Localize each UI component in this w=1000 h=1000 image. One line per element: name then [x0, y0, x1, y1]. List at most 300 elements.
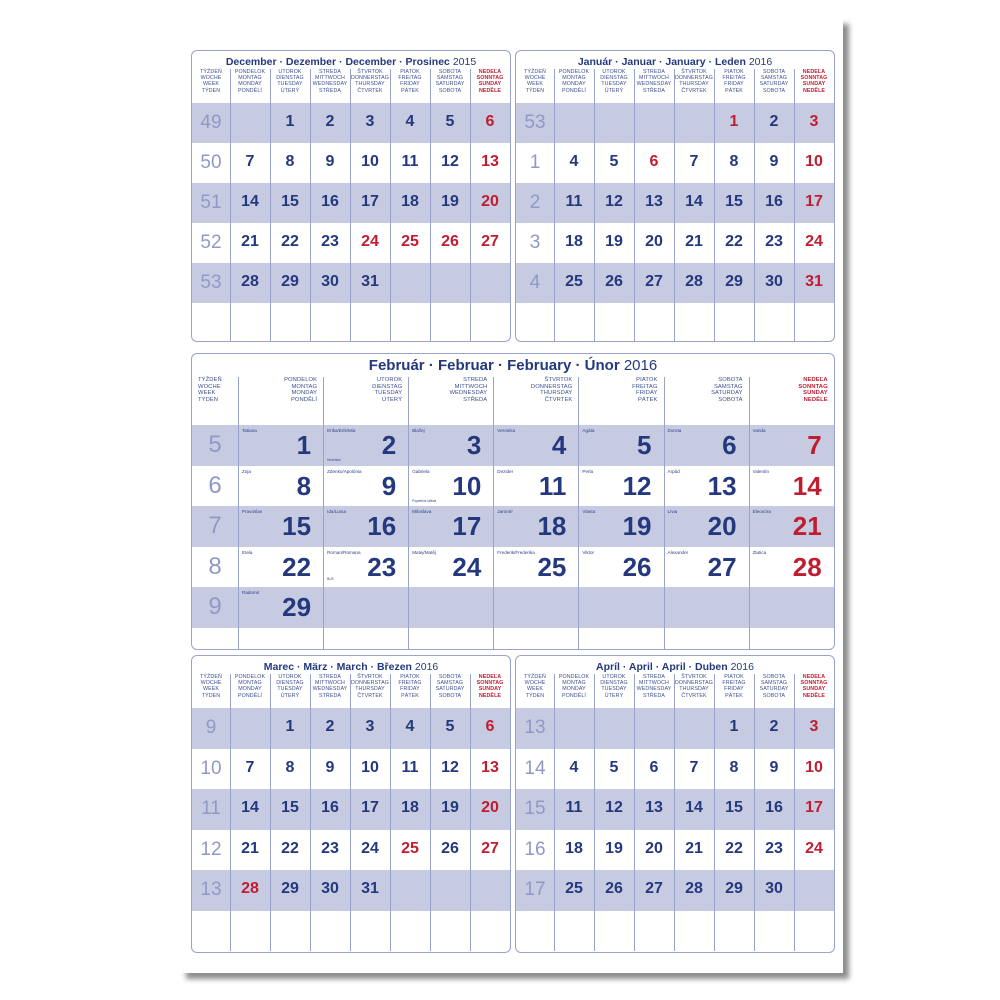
week-number: 13	[524, 717, 546, 739]
day-number: 18	[401, 799, 419, 817]
week-row	[192, 587, 834, 628]
day-number: 30	[321, 880, 339, 898]
day-number: 26	[622, 551, 652, 582]
month-title: Apríl · April · April · Duben 2016	[596, 661, 754, 673]
day-number: 5	[445, 113, 455, 130]
nameday-label: Zlatica	[752, 549, 767, 555]
day-number: 8	[285, 153, 295, 170]
day-number: 28	[685, 880, 703, 898]
grid-line	[390, 674, 391, 951]
day-header: STREDA MITTWOCH WEDNESDAY STŘEDA	[636, 674, 672, 699]
day-number: 25	[565, 880, 583, 898]
day-number: 12	[622, 470, 652, 501]
month-panel-january	[515, 50, 835, 342]
day-number: 30	[765, 273, 783, 290]
day-number: 2	[381, 430, 397, 461]
nameday-label: Lívia	[667, 509, 678, 514]
week-number: 53	[524, 112, 546, 133]
day-number: 9	[769, 153, 779, 170]
day-number: 13	[645, 799, 663, 817]
week-number: 2	[529, 192, 541, 213]
day-number: 7	[245, 758, 255, 776]
week-row	[516, 749, 834, 790]
day-header: NEDEĽA SONNTAG SUNDAY NEDĚLE	[800, 674, 828, 699]
nameday-label: Zdenko/Apolónia	[327, 468, 362, 474]
day-header: PIATOK FREITAG FRIDAY PÁTEK	[722, 674, 746, 699]
day-number: 26	[441, 233, 459, 250]
day-number: 23	[321, 233, 339, 250]
grid-line	[674, 69, 675, 342]
week-row	[192, 870, 510, 911]
day-header: SOBOTA SAMSTAG SATURDAY SOBOTA	[435, 674, 465, 699]
day-header: NEDEĽA SONNTAG SUNDAY NEDĚLE	[798, 377, 828, 403]
day-number: 16	[765, 799, 783, 817]
day-number: 13	[707, 470, 737, 501]
grid-line	[754, 674, 755, 951]
week-row	[516, 103, 834, 143]
grid-line	[594, 674, 595, 951]
day-number: 27	[645, 273, 663, 290]
grid-line	[794, 69, 795, 342]
note-label: Popeleční středa	[412, 498, 437, 503]
day-number: 11	[565, 193, 583, 210]
week-row	[516, 708, 834, 749]
month-panel-march	[191, 655, 511, 953]
week-number: 9	[205, 717, 217, 739]
day-number: 2	[769, 718, 779, 736]
week-row	[192, 547, 834, 588]
day-number: 10	[805, 758, 823, 776]
day-number: 9	[381, 470, 397, 501]
day-number: 11	[565, 799, 583, 817]
day-number: 17	[361, 193, 379, 210]
day-number: 3	[365, 113, 375, 130]
day-number: 24	[805, 839, 823, 857]
week-row	[192, 466, 834, 507]
month-title: Marec · März · March · Březen 2016	[263, 661, 439, 673]
day-number: 14	[241, 193, 259, 210]
day-number: 15	[725, 193, 743, 210]
grid-line	[470, 69, 471, 342]
week-row	[516, 183, 834, 223]
day-number: 10	[361, 153, 379, 170]
day-number: 1	[285, 718, 295, 736]
week-row	[192, 830, 510, 871]
day-header: PONDELOK MONTAG MONDAY PONDĚLÍ	[234, 674, 266, 699]
week-number: 50	[200, 152, 222, 173]
grid-line	[270, 69, 271, 342]
week-row	[192, 103, 510, 143]
grid-line	[794, 674, 795, 951]
day-number: 6	[722, 430, 737, 461]
week-row	[192, 628, 834, 651]
nameday-label: Dezider	[497, 468, 514, 474]
day-number: 4	[405, 113, 415, 130]
day-number: 8	[285, 758, 295, 776]
nameday-label: Dorota	[667, 428, 682, 433]
day-number: 2	[325, 718, 335, 736]
day-number: 22	[725, 233, 743, 250]
day-number: 5	[637, 430, 652, 461]
day-number: 1	[729, 113, 739, 130]
day-number: 18	[565, 233, 583, 250]
day-number: 11	[538, 470, 567, 501]
day-number: 30	[321, 273, 339, 290]
day-header: TÝŽDEŇ WOCHE WEEK TÝDEN	[524, 69, 546, 94]
grid-line	[408, 377, 409, 650]
week-row	[516, 789, 834, 830]
nameday-label: Valentín	[752, 468, 770, 474]
day-number: 17	[805, 193, 823, 210]
day-number: 13	[481, 153, 499, 170]
day-number: 9	[325, 153, 335, 170]
day-number: 29	[281, 273, 299, 290]
day-header: STREDA MITTWOCH WEDNESDAY STŘEDA	[312, 674, 348, 699]
nameday-label: Agáta	[582, 428, 595, 433]
grid-line	[749, 377, 750, 650]
week-rows	[192, 708, 510, 951]
day-number: 7	[245, 153, 255, 170]
day-number: 28	[685, 273, 703, 290]
nameday-label: Gabriela	[412, 468, 430, 474]
week-number: 6	[208, 471, 222, 499]
nameday-label: Etela	[242, 549, 253, 555]
day-header: UTOROK DIENSTAG TUESDAY ÚTERÝ	[600, 674, 628, 699]
day-header: TÝŽDEŇ WOCHE WEEK TÝDEN	[200, 69, 222, 94]
nameday-label: Erika/Erik/Mia	[327, 428, 356, 433]
day-number: 19	[441, 193, 459, 210]
day-number: 21	[241, 233, 259, 250]
day-number: 20	[707, 511, 737, 542]
day-number: 8	[729, 758, 739, 776]
grid-line	[554, 69, 555, 342]
week-number: 14	[524, 757, 546, 779]
day-number: 24	[361, 233, 379, 250]
nameday-label: Roman/Romana	[327, 549, 361, 555]
day-header: TÝŽDEŇ WOCHE WEEK TÝDEN	[524, 674, 546, 699]
week-number: 1	[529, 152, 541, 173]
nameday-label: Tatiana	[242, 428, 257, 433]
week-row	[192, 911, 510, 952]
grid-line	[634, 674, 635, 951]
day-number: 23	[765, 839, 783, 857]
week-number: 52	[200, 232, 222, 253]
day-number: 30	[765, 880, 783, 898]
week-number: 13	[200, 879, 222, 901]
day-number: 22	[725, 839, 743, 857]
day-number: 12	[605, 193, 623, 210]
day-header: PIATOK FREITAG FRIDAY PÁTEK	[632, 377, 658, 403]
day-header: STREDA MITTWOCH WEDNESDAY STŘEDA	[449, 377, 488, 403]
grid-line	[310, 69, 311, 342]
note-label: Hromnice	[327, 458, 341, 462]
day-number: 19	[605, 839, 623, 857]
day-number: 8	[729, 153, 739, 170]
week-rows	[516, 708, 834, 951]
day-number: 24	[805, 233, 823, 250]
day-header: PIATOK FREITAG FRIDAY PÁTEK	[398, 69, 422, 94]
day-header: ŠTVRTOK DONNERSTAG THURSDAY ČTVRTEK	[675, 69, 713, 94]
week-row	[516, 911, 834, 952]
grid-line	[714, 69, 715, 342]
nameday-label: Pravoslav	[242, 509, 263, 514]
day-number: 25	[537, 551, 567, 582]
day-header-row	[192, 674, 510, 706]
day-number: 3	[365, 718, 375, 736]
week-row	[516, 143, 834, 183]
day-number: 20	[481, 799, 499, 817]
week-row	[192, 749, 510, 790]
day-number: 29	[725, 880, 743, 898]
grid-line	[674, 674, 675, 951]
week-row	[192, 263, 510, 303]
day-number: 5	[609, 153, 619, 170]
day-number: 31	[361, 273, 379, 290]
day-number: 29	[281, 880, 299, 898]
day-number: 1	[729, 718, 739, 736]
grid-line	[350, 674, 351, 951]
nameday-label: Vlasta	[582, 509, 596, 514]
day-header: NEDEĽA SONNTAG SUNDAY NEDĚLE	[476, 69, 504, 94]
grid-line	[323, 377, 324, 650]
day-number: 27	[707, 551, 737, 582]
week-number: 5	[208, 431, 222, 459]
week-row	[192, 223, 510, 263]
day-header: PONDELOK MONTAG MONDAY PONDĚLÍ	[234, 69, 266, 94]
nameday-label: Vanda	[752, 428, 766, 433]
week-row	[516, 830, 834, 871]
grid-line	[578, 377, 579, 650]
day-number: 7	[807, 430, 822, 461]
day-number: 14	[241, 799, 259, 817]
grid-line	[230, 674, 231, 951]
day-number: 6	[485, 113, 495, 130]
week-row	[192, 506, 834, 547]
grid-line	[634, 69, 635, 342]
day-number: 25	[565, 273, 583, 290]
day-number: 6	[485, 718, 495, 736]
grid-line	[754, 69, 755, 342]
day-number: 22	[282, 551, 312, 582]
day-number: 2	[325, 113, 335, 130]
nameday-label: Viktor	[582, 549, 595, 555]
day-number: 10	[452, 470, 482, 501]
day-header: ŠTVRTOK DONNERSTAG THURSDAY ČTVRTEK	[351, 674, 389, 699]
nameday-label: Arpád	[667, 468, 680, 474]
week-number: 7	[208, 512, 222, 540]
day-number: 18	[565, 839, 583, 857]
day-header: SOBOTA SAMSTAG SATURDAY SOBOTA	[711, 377, 743, 403]
day-number: 16	[321, 799, 339, 817]
day-number: 11	[401, 758, 419, 776]
day-number: 6	[649, 758, 659, 776]
day-number: 14	[792, 470, 822, 501]
day-number: 28	[792, 551, 822, 582]
day-number: 9	[769, 758, 779, 776]
nameday-label: Veronika	[497, 428, 516, 433]
day-number: 28	[241, 880, 259, 898]
nameday-label: Alexander	[667, 549, 689, 555]
day-number: 10	[805, 153, 823, 170]
nameday-label: Miloslava	[412, 509, 432, 514]
grid-line	[230, 69, 231, 342]
week-rows	[516, 103, 834, 342]
nameday-label: Matej/Matěj	[412, 549, 436, 555]
day-header: SOBOTA SAMSTAG SATURDAY SOBOTA	[435, 69, 465, 94]
nameday-label: Eleonóra	[752, 509, 771, 514]
day-number: 31	[361, 880, 379, 898]
week-number: 3	[529, 232, 541, 253]
day-number: 16	[321, 193, 339, 210]
week-number: 53	[200, 272, 222, 293]
week-rows	[192, 425, 834, 650]
day-number: 3	[466, 430, 482, 461]
day-number: 4	[551, 430, 567, 461]
day-number: 28	[241, 273, 259, 290]
day-number: 6	[649, 153, 659, 170]
week-row	[516, 223, 834, 263]
week-row	[192, 143, 510, 183]
day-number: 12	[605, 799, 623, 817]
day-number: 9	[325, 758, 335, 776]
day-number: 24	[452, 551, 482, 582]
day-number: 11	[401, 153, 419, 170]
day-number: 18	[401, 193, 419, 210]
day-number: 21	[685, 839, 703, 857]
day-number: 12	[441, 758, 459, 776]
grid-line	[664, 377, 665, 650]
day-header: UTOROK DIENSTAG TUESDAY ÚTERÝ	[276, 674, 304, 699]
day-number: 17	[805, 799, 823, 817]
day-number: 16	[765, 193, 783, 210]
week-number: 11	[201, 798, 221, 820]
grid-line	[310, 674, 311, 951]
month-title: December · Dezember · December · Prosinec 2015	[225, 56, 477, 68]
grid-line	[430, 69, 431, 342]
week-number: 17	[524, 879, 546, 901]
grid-line	[493, 377, 494, 650]
day-number: 4	[569, 153, 579, 170]
nameday-label: Frederik/Frederika	[497, 549, 535, 555]
day-number: 15	[725, 799, 743, 817]
day-number: 25	[401, 233, 419, 250]
grid-line	[390, 69, 391, 342]
day-number: 5	[609, 758, 619, 776]
week-number: 16	[524, 838, 546, 860]
day-header: ŠTVRTOK DONNERSTAG THURSDAY ČTVRTEK	[675, 674, 713, 699]
day-header: ŠTVRTOK DONNERSTAG THURSDAY ČTVRTEK	[351, 69, 389, 94]
week-number: 51	[200, 192, 222, 213]
day-header-row	[516, 69, 834, 101]
day-header: NEDEĽA SONNTAG SUNDAY NEDĚLE	[800, 69, 828, 94]
day-header: STREDA MITTWOCH WEDNESDAY STŘEDA	[636, 69, 672, 94]
day-number: 3	[809, 113, 819, 130]
day-number: 23	[367, 551, 397, 582]
nameday-label: Radomír	[242, 590, 260, 595]
day-header: PIATOK FREITAG FRIDAY PÁTEK	[722, 69, 746, 94]
day-header: UTOROK DIENSTAG TUESDAY ÚTERÝ	[276, 69, 304, 94]
day-header: PONDELOK MONTAG MONDAY PONDĚLÍ	[558, 674, 590, 699]
day-number: 12	[441, 153, 459, 170]
nameday-label: Zoja	[242, 468, 251, 474]
day-number: 7	[689, 153, 699, 170]
day-header-row	[192, 377, 834, 405]
day-number: 27	[481, 233, 499, 250]
day-number: 20	[645, 839, 663, 857]
day-number: 15	[281, 799, 299, 817]
day-header-row	[192, 69, 510, 101]
day-number: 27	[481, 839, 499, 857]
day-header: PONDELOK MONTAG MONDAY PONDĚLÍ	[558, 69, 590, 94]
week-row	[192, 789, 510, 830]
week-rows	[192, 103, 510, 342]
day-number: 4	[569, 758, 579, 776]
grid-line	[238, 377, 239, 650]
week-row	[192, 708, 510, 749]
day-number: 13	[645, 193, 663, 210]
grid-line	[594, 69, 595, 342]
note-label: BUS	[327, 576, 334, 581]
week-number: 10	[200, 757, 222, 779]
week-number: 4	[529, 272, 541, 293]
day-number: 17	[452, 511, 482, 542]
day-number: 19	[605, 233, 623, 250]
grid-line	[270, 674, 271, 951]
day-header: PIATOK FREITAG FRIDAY PÁTEK	[398, 674, 422, 699]
day-header-row	[516, 674, 834, 706]
day-number: 29	[282, 592, 312, 623]
day-number: 14	[685, 193, 703, 210]
week-row	[192, 183, 510, 223]
day-number: 8	[296, 470, 312, 501]
day-number: 26	[441, 839, 459, 857]
day-number: 13	[481, 758, 499, 776]
day-header: TÝŽDEŇ WOCHE WEEK TÝDEN	[200, 674, 222, 699]
nameday-label: Ida/Liana	[327, 509, 346, 514]
day-number: 27	[645, 880, 663, 898]
day-number: 2	[769, 113, 779, 130]
week-number: 49	[200, 112, 222, 133]
day-number: 15	[281, 193, 299, 210]
grid-line	[554, 674, 555, 951]
day-number: 5	[445, 718, 455, 736]
day-number: 23	[321, 839, 339, 857]
grid-line	[714, 674, 715, 951]
day-header: STREDA MITTWOCH WEDNESDAY STŘEDA	[312, 69, 348, 94]
week-row	[516, 263, 834, 303]
day-header: SOBOTA SAMSTAG SATURDAY SOBOTA	[759, 69, 789, 94]
week-row	[516, 303, 834, 342]
day-header: UTOROK DIENSTAG TUESDAY ÚTERÝ	[372, 377, 403, 403]
week-number: 15	[524, 798, 546, 820]
day-header: ŠTVRTOK DONNERSTAG THURSDAY ČTVRTEK	[530, 377, 573, 403]
day-header: PONDELOK MONTAG MONDAY PONDĚLÍ	[284, 377, 318, 403]
day-number: 26	[605, 273, 623, 290]
day-number: 20	[645, 233, 663, 250]
day-number: 24	[361, 839, 379, 857]
grid-line	[430, 674, 431, 951]
day-number: 23	[765, 233, 783, 250]
day-header: UTOROK DIENSTAG TUESDAY ÚTERÝ	[600, 69, 628, 94]
week-number: 12	[200, 838, 222, 860]
day-number: 18	[537, 511, 567, 542]
day-number: 21	[792, 511, 822, 542]
nameday-label: Blažej	[412, 428, 425, 433]
calendar-sheet	[180, 18, 843, 973]
day-number: 1	[285, 113, 295, 130]
month-title: Február · Februar · February · Únor 2016	[368, 357, 658, 374]
month-title: Január · Januar · January · Leden 2016	[577, 56, 773, 68]
